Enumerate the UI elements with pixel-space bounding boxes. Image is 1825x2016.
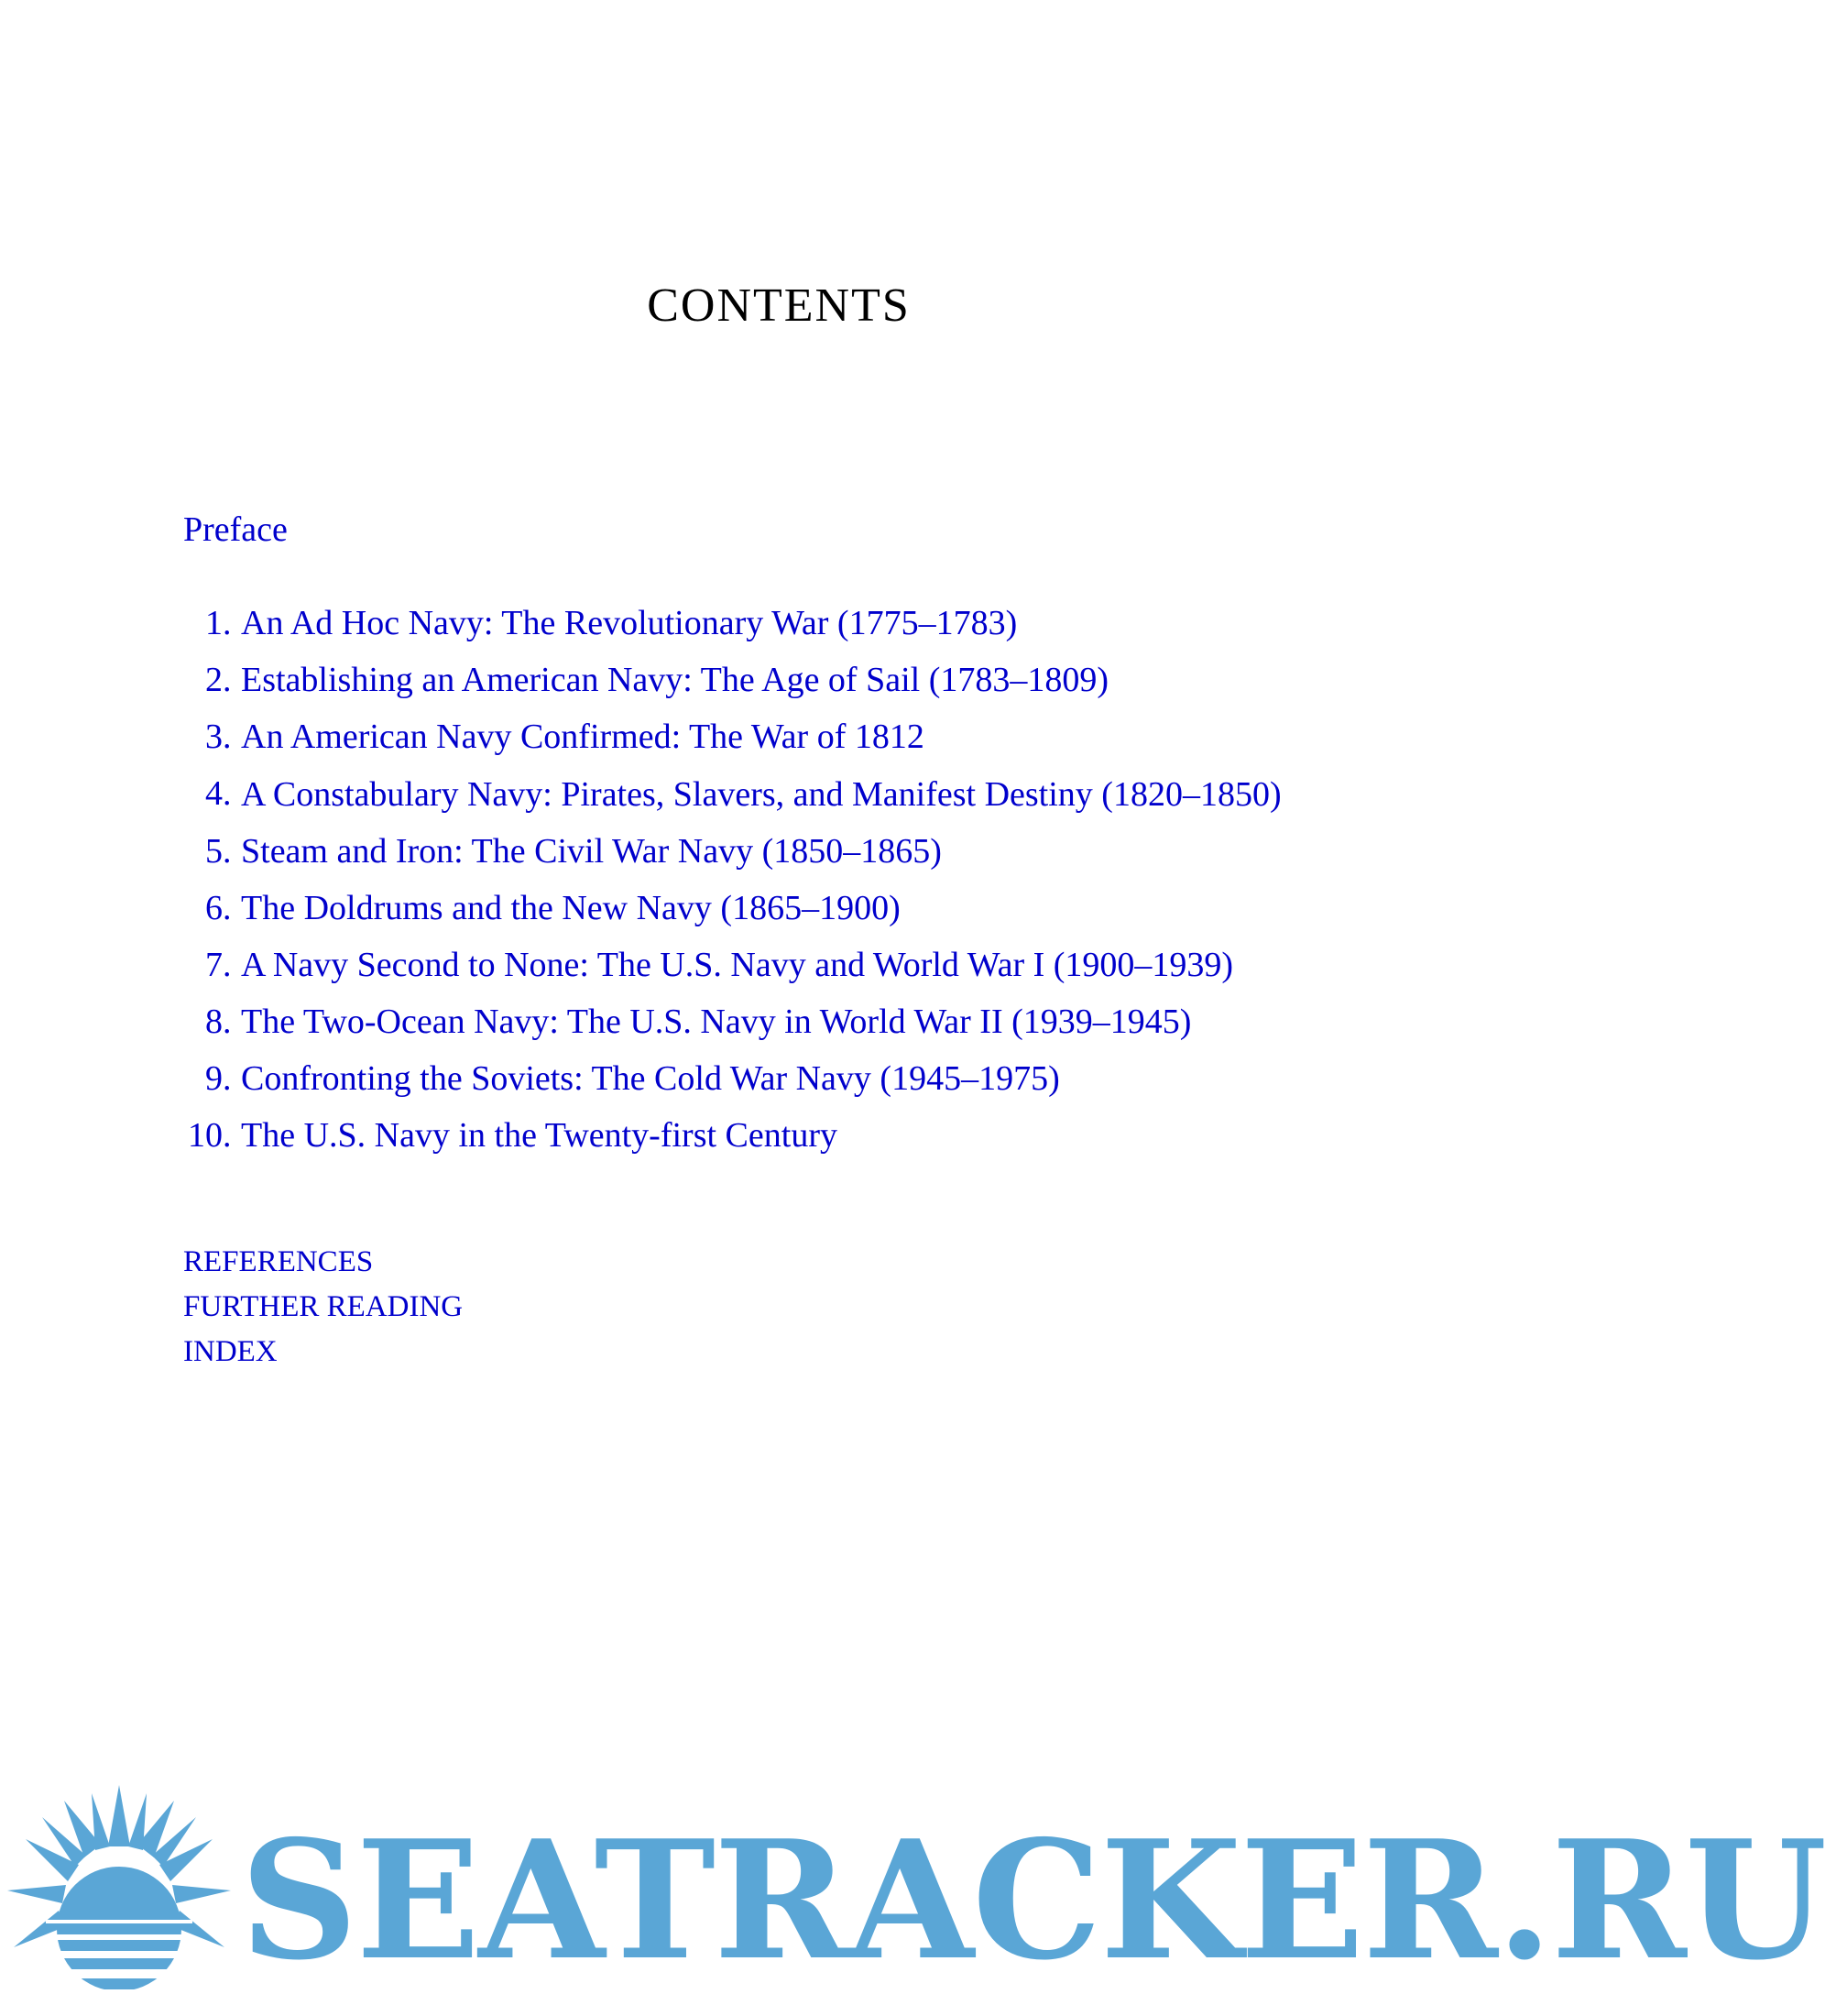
toc-chapter-item[interactable] bbox=[183, 716, 1338, 759]
toc-chapter-item[interactable] bbox=[183, 659, 1338, 702]
chapter-number[interactable]: 5. bbox=[205, 832, 232, 871]
toc-chapter-item[interactable] bbox=[183, 830, 1338, 873]
chapter-title[interactable]: Steam and Iron: The Civil War Navy (1850–1865) bbox=[241, 832, 942, 871]
toc-chapter-item[interactable] bbox=[183, 602, 1338, 645]
chapter-title[interactable]: An Ad Hoc Navy: The Revolutionary War (1775–1783) bbox=[241, 604, 1018, 642]
chapter-number[interactable]: 7. bbox=[205, 946, 232, 984]
toc-chapter-item[interactable] bbox=[183, 772, 1338, 816]
toc-chapter-item[interactable] bbox=[183, 1057, 1338, 1101]
chapter-title[interactable]: Establishing an American Navy: The Age of Sail (1783–1809) bbox=[241, 661, 1109, 699]
chapter-number[interactable]: 8. bbox=[205, 1003, 232, 1041]
chapter-number[interactable]: 10. bbox=[188, 1116, 232, 1155]
toc-link-preface[interactable]: Preface bbox=[183, 510, 288, 549]
chapter-title[interactable]: A Constabulary Navy: Pirates, Slavers, and Manifest Destiny (1820–1850) bbox=[241, 775, 1282, 814]
chapter-title[interactable]: The Doldrums and the New Navy (1865–1900) bbox=[241, 889, 901, 927]
chapter-title[interactable]: An American Navy Confirmed: The War of 1812 bbox=[241, 718, 924, 756]
toc-chapter-item[interactable] bbox=[183, 944, 1338, 987]
chapter-title[interactable]: Confronting the Soviets: The Cold War Navy (1945–1975) bbox=[241, 1059, 1060, 1098]
toc-chapter-item[interactable] bbox=[183, 1001, 1338, 1044]
page-title: CONTENTS bbox=[647, 279, 911, 332]
chapter-number[interactable]: 9. bbox=[205, 1059, 232, 1098]
chapter-title[interactable]: The U.S. Navy in the Twenty-first Century bbox=[241, 1116, 837, 1155]
toc-chapter-item[interactable] bbox=[183, 1114, 1338, 1157]
toc-link-references[interactable]: REFERENCES bbox=[183, 1245, 374, 1278]
toc-backmatter bbox=[183, 1240, 463, 1375]
chapter-title[interactable]: A Navy Second to None: The U.S. Navy and World War I (1900–1939) bbox=[241, 946, 1234, 984]
chapter-number[interactable]: 1. bbox=[205, 604, 232, 642]
chapter-title[interactable]: The Two-Ocean Navy: The U.S. Navy in World War II (1939–1945) bbox=[241, 1003, 1192, 1041]
chapter-number[interactable]: 6. bbox=[205, 889, 232, 927]
watermark-text: SEATRACKER.RU bbox=[240, 1804, 1825, 1996]
chapter-number[interactable]: 3. bbox=[205, 718, 232, 756]
sun-icon bbox=[7, 1785, 231, 1991]
toc-chapter-item[interactable] bbox=[183, 887, 1338, 930]
chapter-number[interactable]: 2. bbox=[205, 661, 232, 699]
toc-link-further-reading[interactable]: FURTHER READING bbox=[183, 1290, 464, 1323]
toc-chapter-list bbox=[183, 602, 1338, 1171]
chapter-number[interactable]: 4. bbox=[205, 774, 232, 813]
toc-link-index[interactable]: INDEX bbox=[183, 1335, 278, 1368]
